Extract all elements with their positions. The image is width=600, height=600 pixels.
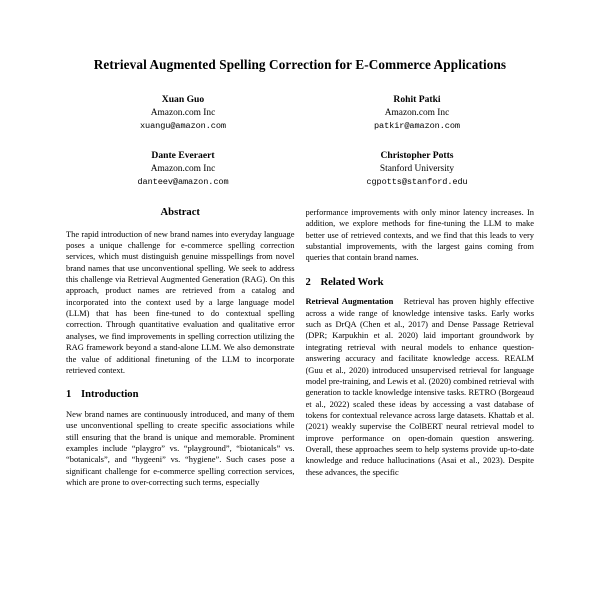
author-email: danteev@amazon.com bbox=[137, 177, 229, 188]
abstract-heading: Abstract bbox=[160, 206, 200, 218]
author-name: Xuan Guo bbox=[161, 93, 205, 105]
author-email: cgpotts@stanford.edu bbox=[366, 177, 468, 188]
author-email: xuangu@amazon.com bbox=[140, 121, 226, 132]
section-title: Related Work bbox=[320, 276, 384, 288]
page-title: Retrieval Augmented Spelling Correction for E-Commerce Applications bbox=[93, 57, 507, 72]
related-work-paragraph bbox=[306, 296, 535, 478]
continuation-paragraph: performance improvements with only minor latency increases. In addition, we explore methods for fine-tuning the LLM to make better use of retrieved contexts, and we find that this leads to very substantial improvements, with the largest gains coming from queries that contain brand names. bbox=[305, 206, 534, 263]
abstract-text: The rapid introduction of new brand names into everyday language poses a unique challenge for e-commerce spelling correction services, which must distinguish genuine misspellings from novel brand names that use unconventional spelling. We seek to address this challenge via Retrieval Augmented Generation (RAG). On this approach, product names are retrieved from a catalog and incorporated into the context used by a large language model (LLM) that has been fine-tuned to do contextual spelling correction. Through quantitative evaluation and qualitative error analyses, we find improvements in spelling correction utilizing the RAG framework beyond a stand-alone LLM. We also demonstrate the value of additional finetuning of the LLM to incorporate retrieved context. bbox=[66, 228, 295, 375]
left-column bbox=[66, 207, 295, 599]
author-affiliation: Stanford University bbox=[379, 164, 455, 175]
two-column-body bbox=[66, 207, 534, 599]
author-email: patkir@amazon.com bbox=[374, 121, 460, 132]
author-block bbox=[66, 94, 534, 189]
author-row bbox=[66, 94, 534, 133]
author-affiliation: Amazon.com Inc bbox=[150, 164, 216, 175]
run-in-heading: Retrieval Augmentation bbox=[305, 296, 394, 307]
right-column bbox=[306, 207, 535, 599]
author-entry bbox=[66, 150, 300, 189]
run-in-body: Retrieval has proven highly effective across a wide range of knowledge intensive tasks. Early works such as DrQA (Chen et al., 2017) and Dense Passage Retrieval (DPR; Karpukhin et al. 2020) laid important groundwork by integrating retrieval with neural models to enhance question-answering accuracy and facilitate knowledge access. REALM (Guu et al., 2020) introduced unsupervised retrieval for language model pre-training, and Lewis et al. (2020) combined retrieval with generation to tackle knowledge intensive tasks. RETRO (Borgeaud et al., 2022) scaled these ideas by accessing a vast database of tokens for contextual relevance across large datasets. Khattab et al. (2021) weakly supervise the ColBERT neural retrieval model to improve performance on open-domain question answering. Overall, these approaches seem to help systems provide up-to-date knowledge and reduce hallucinations (Asai et al., 2023). Despite these advances, the specific bbox=[305, 296, 534, 477]
author-entry bbox=[66, 94, 300, 133]
section-number: 2 bbox=[305, 276, 311, 288]
introduction-paragraph: New brand names are continuously introduced, and many of them use unconventional spelling to create specific associations while still ensuring that the brand is unique and memorable. Prominent examples include “playgro” vs. “playground”, “biotanicals” vs. “botanicals”, and “hygeeni” vs. “hygiene”. Such cases pose a significant challenge for e-commerce spelling correction services, which are prone to over-correcting such terms, especially bbox=[66, 408, 295, 488]
author-affiliation: Amazon.com Inc bbox=[384, 108, 450, 119]
column-gutter bbox=[295, 207, 306, 599]
section-heading-related-work bbox=[306, 277, 535, 290]
section-number: 1 bbox=[66, 389, 72, 401]
section-heading-introduction bbox=[66, 389, 295, 402]
author-entry bbox=[300, 94, 534, 133]
author-row bbox=[66, 150, 534, 189]
section-title: Introduction bbox=[81, 389, 139, 401]
author-name: Dante Everaert bbox=[151, 149, 215, 161]
author-affiliation: Amazon.com Inc bbox=[150, 108, 216, 119]
author-entry bbox=[300, 150, 534, 189]
section-spacer bbox=[66, 376, 295, 389]
author-name: Rohit Patki bbox=[393, 93, 441, 105]
author-name: Christopher Potts bbox=[380, 149, 454, 161]
section-spacer bbox=[306, 264, 535, 277]
